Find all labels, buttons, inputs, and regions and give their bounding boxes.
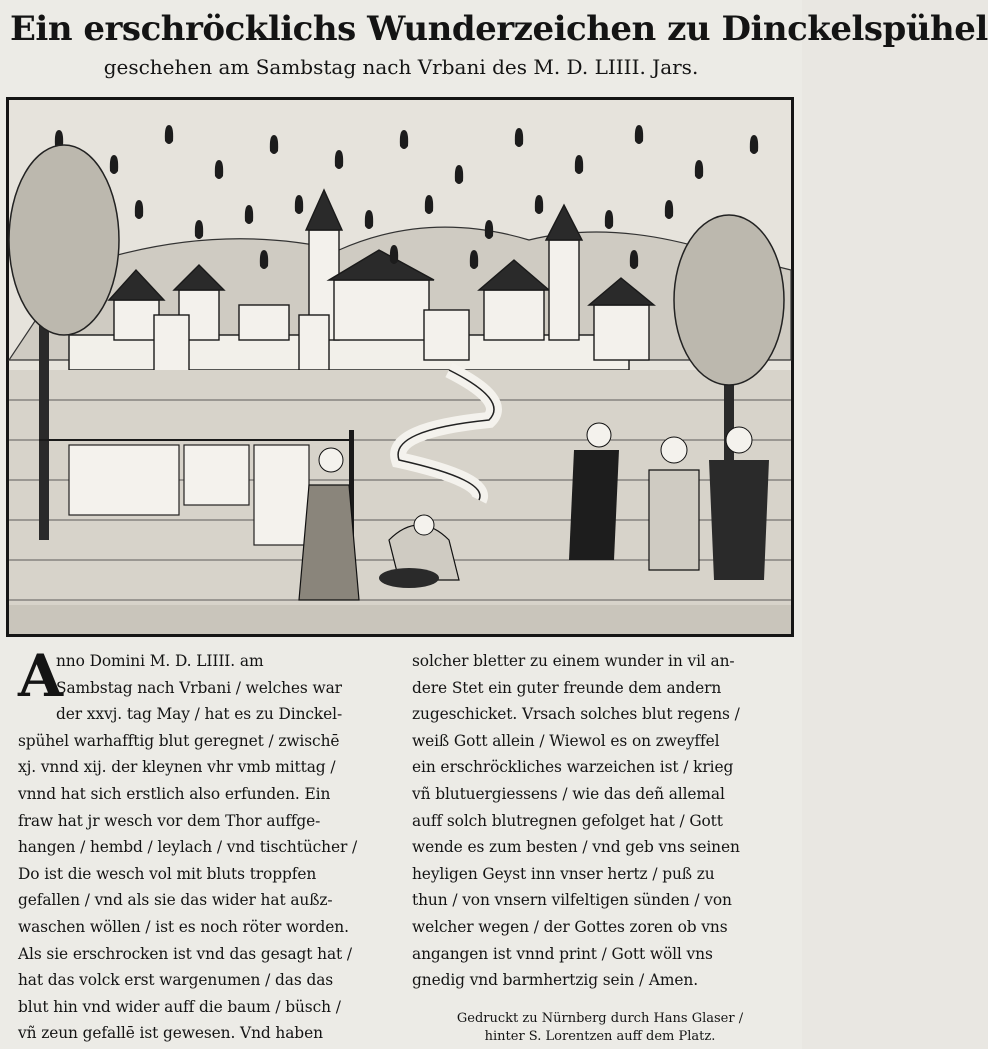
text-line: gefallen / vnd als sie das wider hat außz-	[18, 891, 333, 910]
page-subtitle: geschehen am Sambstag nach Vrbani des M. D. LIIII. Jars.	[103, 55, 699, 79]
text-line: solcher bletter zu einem wunder in vil an-	[412, 652, 735, 670]
text-line: blut hin vnd wider auff die baum / büsch /	[18, 997, 341, 1016]
text-line: spühel warhafftig blut geregnet / zwischē	[18, 731, 340, 750]
text-line: thun / von vnsern vilfeltigen sünden / von	[412, 891, 732, 910]
text-line: vñ zeun gefallē ist gewesen. Vnd haben	[18, 1024, 323, 1043]
text-line: Sambstag nach Vrbani / welches war	[56, 678, 342, 697]
woodcut-illustration	[6, 97, 794, 637]
text-line: vñ blutuergiessens / wie das deñ allemal	[412, 784, 725, 803]
text-column-left	[18, 642, 376, 1047]
imprint-line-1: Gedruckt zu Nürnberg durch Hans Glaser /	[456, 1011, 744, 1026]
text-line: vnnd hat sich erstlich also erfunden. Ein	[18, 784, 331, 803]
woodcut-blood-rain-scene-icon	[9, 100, 791, 634]
printer-imprint	[412, 1010, 788, 1046]
text-column-right	[412, 648, 788, 994]
text-line: zugeschicket. Vrsach solches blut regens /	[412, 705, 740, 724]
text-line: ein erschröckliches warzeichen ist / krieg	[412, 758, 734, 777]
text-line: dere Stet ein guter freunde dem andern	[412, 678, 722, 697]
text-line: weiß Gott allein / Wiewol es on zweyffel	[412, 731, 720, 750]
text-line: nno Domini M. D. LIIII. am	[56, 652, 264, 670]
text-line: fraw hat jr wesch vor dem Thor auffge-	[18, 811, 321, 830]
drop-initial: A	[18, 642, 63, 710]
text-line: hangen / hembd / leylach / vnd tischtücher /	[18, 838, 358, 857]
body-text	[18, 640, 788, 1044]
text-line: heyligen Geyst inn vnser hertz / puß zu	[412, 864, 715, 883]
text-line: wende es zum besten / vnd geb vns seinen	[412, 838, 740, 857]
text-line: der xxvj. tag May / hat es zu Dinckel-	[56, 705, 343, 724]
text-line: angangen ist vnnd print / Gott wöll vns	[412, 944, 713, 963]
text-line: Als sie erschrocken ist vnd das gesagt hat /	[18, 944, 353, 963]
text-line: auff solch blutregnen gefolget hat / Gott	[412, 811, 723, 830]
imprint-line-2: hinter S. Lorentzen auff dem Platz.	[484, 1029, 716, 1044]
page-title: Ein erschröcklichs Wunderzeichen zu Dinckelspühel	[10, 9, 988, 49]
text-line: Do ist die wesch vol mit bluts troppfen	[18, 864, 317, 883]
text-line: xj. vnnd xij. der kleynen vhr vmb mittag /	[18, 758, 336, 777]
text-line: welcher wegen / der Gottes zoren ob vns	[412, 917, 728, 936]
text-line: waschen wöllen / ist es noch röter worden.	[18, 917, 349, 936]
text-line: hat das volck erst wargenumen / das das	[18, 971, 334, 990]
text-line: gnedig vnd barmhertzig sein / Amen.	[412, 971, 698, 990]
